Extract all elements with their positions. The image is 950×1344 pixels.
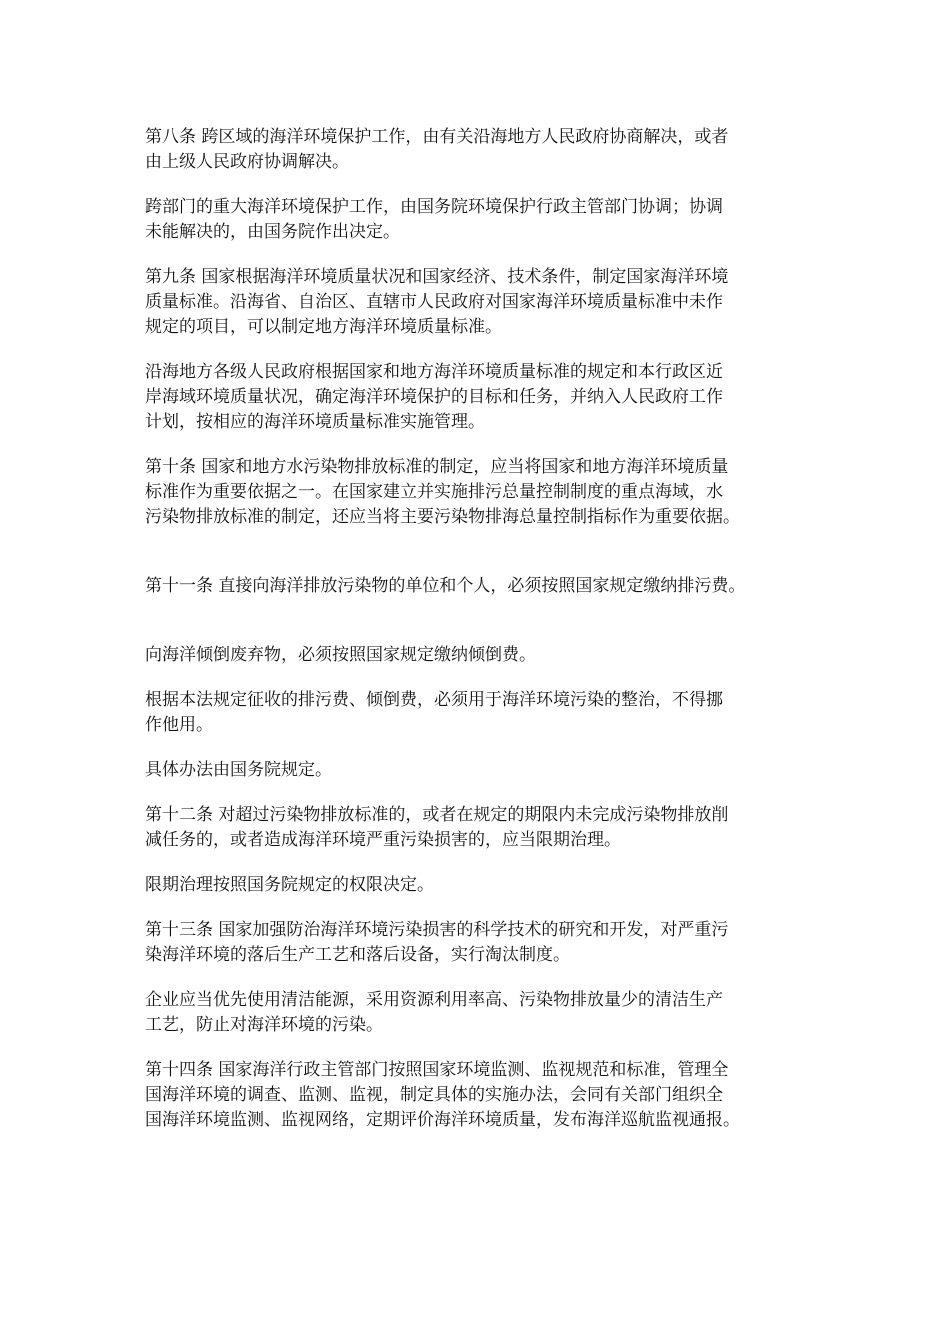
text-line: 第十条 国家和地方水污染物排放标准的制定，应当将国家和地方海洋环境质量 — [145, 457, 729, 477]
paragraph-article-8-2 — [145, 195, 825, 245]
text-line: 岸海域环境质量状况，确定海洋环境保护的目标和任务，并纳入人民政府工作 — [145, 387, 723, 407]
paragraph-article-11-4 — [145, 758, 825, 783]
document-body — [145, 125, 825, 1153]
paragraph-article-11-2 — [145, 643, 825, 668]
text-line: 企业应当优先使用清洁能源，采用资源利用率高、污染物排放量少的清洁生产 — [145, 990, 723, 1010]
paragraph-article-10 — [145, 455, 825, 530]
paragraph-article-11 — [145, 574, 825, 599]
text-line: 未能解决的，由国务院作出决定。 — [145, 222, 400, 242]
text-line: 作他用。 — [145, 715, 213, 735]
text-line: 第十四条 国家海洋行政主管部门按照国家环境监测、监视规范和标准，管理全 — [145, 1060, 729, 1080]
paragraph-article-9 — [145, 265, 825, 340]
paragraph-article-11-3 — [145, 688, 825, 738]
text-line: 第十二条 对超过污染物排放标准的，或者在规定的期限内未完成污染物排放削 — [145, 805, 729, 825]
text-line: 限期治理按照国务院规定的权限决定。 — [145, 875, 434, 895]
text-line: 沿海地方各级人民政府根据国家和地方海洋环境质量标准的规定和本行政区近 — [145, 362, 723, 382]
paragraph-article-12 — [145, 803, 825, 853]
text-line: 向海洋倾倒废弃物，必须按照国家规定缴纳倾倒费。 — [145, 645, 536, 665]
paragraph-article-9-2 — [145, 360, 825, 435]
paragraph-article-8 — [145, 125, 825, 175]
paragraph-article-13 — [145, 918, 825, 968]
text-line: 具体办法由国务院规定。 — [145, 760, 332, 780]
text-line: 第八条 跨区域的海洋环境保护工作，由有关沿海地方人民政府协商解决，或者 — [145, 127, 729, 147]
text-line: 标准作为重要依据之一。在国家建立并实施排污总量控制制度的重点海域，水 — [145, 482, 723, 502]
text-line: 工艺，防止对海洋环境的污染。 — [145, 1015, 383, 1035]
text-line: 由上级人民政府协调解决。 — [145, 152, 349, 172]
text-line: 质量标准。沿海省、自治区、直辖市人民政府对国家海洋环境质量标准中未作 — [145, 292, 723, 312]
text-line: 国海洋环境监测、监视网络，定期评价海洋环境质量，发布海洋巡航监视通报。 — [145, 1110, 740, 1130]
text-line: 第九条 国家根据海洋环境质量状况和国家经济、技术条件，制定国家海洋环境 — [145, 267, 729, 287]
paragraph-article-13-2 — [145, 988, 825, 1038]
text-line: 染海洋环境的落后生产工艺和落后设备，实行淘汰制度。 — [145, 945, 570, 965]
paragraph-article-12-2 — [145, 873, 825, 898]
text-line: 第十三条 国家加强防治海洋环境污染损害的科学技术的研究和开发，对严重污 — [145, 920, 729, 940]
text-line: 跨部门的重大海洋环境保护工作，由国务院环境保护行政主管部门协调；协调 — [145, 197, 723, 217]
paragraph-article-14 — [145, 1058, 825, 1133]
text-line: 污染物排放标准的制定，还应当将主要污染物排海总量控制指标作为重要依据。 — [145, 507, 740, 527]
text-line: 规定的项目，可以制定地方海洋环境质量标准。 — [145, 317, 502, 337]
text-line: 第十一条 直接向海洋排放污染物的单位和个人，必须按照国家规定缴纳排污费。 — [145, 576, 746, 596]
text-line: 根据本法规定征收的排污费、倾倒费，必须用于海洋环境污染的整治，不得挪 — [145, 690, 723, 710]
text-line: 减任务的，或者造成海洋环境严重污染损害的，应当限期治理。 — [145, 830, 621, 850]
text-line: 计划，按相应的海洋环境质量标准实施管理。 — [145, 412, 485, 432]
text-line: 国海洋环境的调查、监测、监视，制定具体的实施办法，会同有关部门组织全 — [145, 1085, 723, 1105]
